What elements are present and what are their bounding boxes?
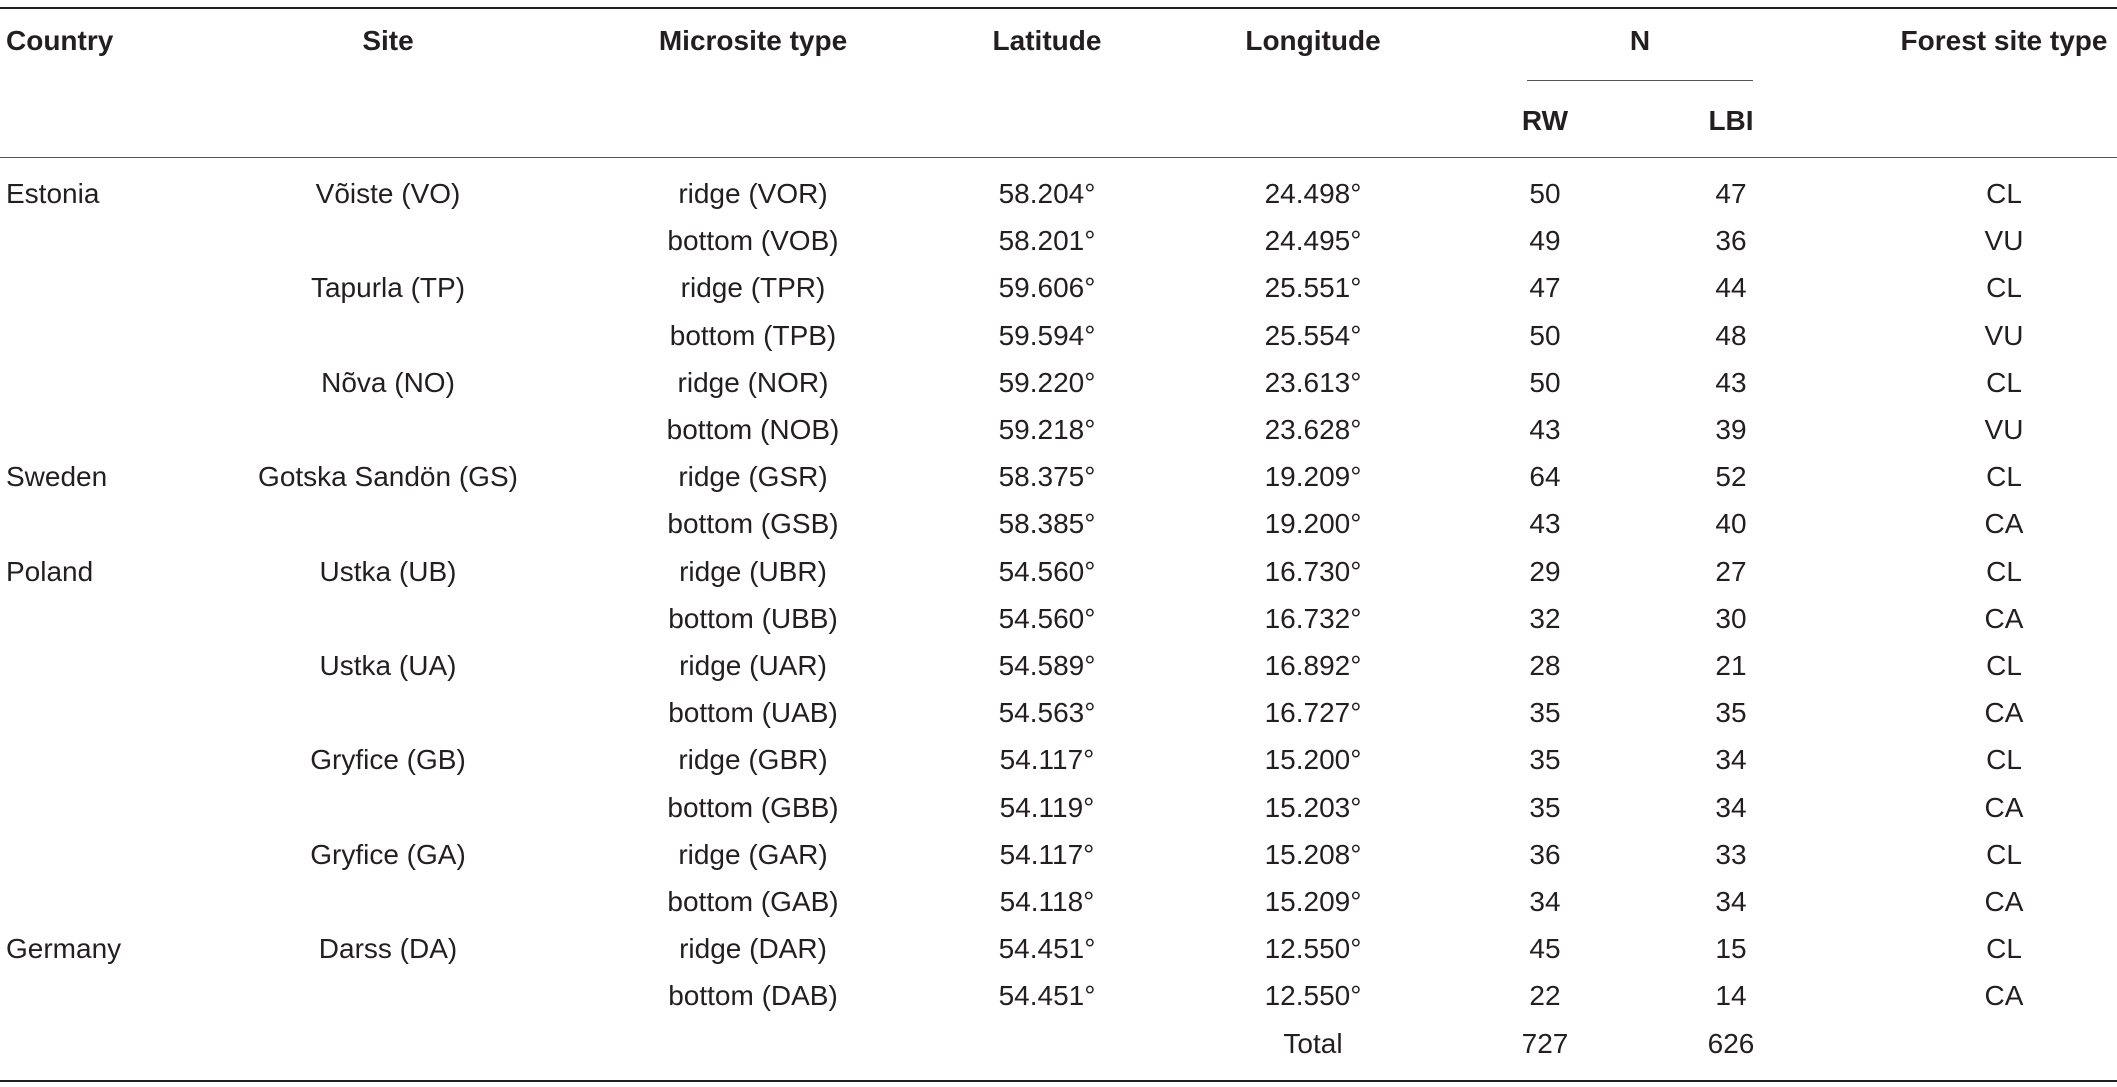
cell-microsite: bottom (NOB) bbox=[666, 414, 840, 445]
cell-longitude: 25.554° bbox=[1264, 320, 1362, 351]
total-label: Total bbox=[1283, 1028, 1343, 1059]
cell-latitude: 54.451° bbox=[998, 933, 1096, 964]
cell-site: Tapurla (TP) bbox=[310, 272, 466, 303]
header-forest-site-type: Forest site type bbox=[1900, 25, 2108, 56]
header-longitude: Longitude bbox=[1245, 25, 1381, 56]
cell-lbi: 33 bbox=[1715, 839, 1747, 870]
cell-rw: 32 bbox=[1529, 603, 1561, 634]
cell-longitude: 24.495° bbox=[1264, 225, 1362, 256]
cell-forest: VU bbox=[1984, 320, 2024, 351]
cell-forest: VU bbox=[1984, 225, 2024, 256]
cell-latitude: 54.560° bbox=[998, 556, 1096, 587]
cell-forest: CA bbox=[1984, 508, 2024, 539]
cell-lbi: 15 bbox=[1715, 933, 1747, 964]
cell-longitude: 16.732° bbox=[1264, 603, 1362, 634]
cell-lbi: 40 bbox=[1715, 508, 1747, 539]
cell-lbi: 52 bbox=[1715, 461, 1747, 492]
cell-microsite: ridge (VOR) bbox=[678, 178, 828, 209]
cell-site: Ustka (UB) bbox=[319, 556, 457, 587]
cell-country: Germany bbox=[6, 933, 122, 964]
header-lbi: LBI bbox=[1708, 105, 1754, 136]
cell-site: Darss (DA) bbox=[318, 933, 458, 964]
cell-microsite: ridge (GBR) bbox=[678, 744, 828, 775]
cell-country: Estonia bbox=[6, 178, 100, 209]
cell-site: Gryfice (GB) bbox=[310, 744, 466, 775]
cell-forest: VU bbox=[1984, 414, 2024, 445]
cell-latitude: 58.375° bbox=[998, 461, 1096, 492]
cell-lbi: 36 bbox=[1715, 225, 1747, 256]
cell-microsite: ridge (UAR) bbox=[679, 650, 827, 681]
cell-microsite: bottom (GAB) bbox=[667, 886, 839, 917]
cell-site: Võiste (VO) bbox=[315, 178, 461, 209]
cell-lbi: 35 bbox=[1715, 697, 1747, 728]
header-separator-rule bbox=[0, 157, 2117, 158]
cell-rw: 35 bbox=[1529, 744, 1561, 775]
cell-microsite: bottom (UBB) bbox=[668, 603, 838, 634]
header-latitude: Latitude bbox=[992, 25, 1102, 56]
cell-latitude: 54.560° bbox=[998, 603, 1096, 634]
cell-latitude: 54.589° bbox=[998, 650, 1096, 681]
cell-microsite: ridge (DAR) bbox=[679, 933, 827, 964]
cell-lbi: 34 bbox=[1715, 792, 1747, 823]
cell-country: Poland bbox=[6, 556, 94, 587]
cell-forest: CL bbox=[1986, 272, 2022, 303]
cell-latitude: 59.220° bbox=[998, 367, 1096, 398]
cell-forest: CL bbox=[1986, 461, 2022, 492]
cell-latitude: 59.218° bbox=[998, 414, 1096, 445]
cell-latitude: 54.118° bbox=[999, 886, 1095, 917]
cell-longitude: 23.628° bbox=[1264, 414, 1362, 445]
cell-forest: CL bbox=[1986, 178, 2022, 209]
cell-longitude: 25.551° bbox=[1264, 272, 1362, 303]
cell-site: Ustka (UA) bbox=[319, 650, 457, 681]
cell-microsite: bottom (GSB) bbox=[667, 508, 839, 539]
cell-latitude: 54.563° bbox=[998, 697, 1096, 728]
cell-rw: 43 bbox=[1529, 508, 1561, 539]
cell-forest: CL bbox=[1986, 744, 2022, 775]
cell-microsite: ridge (GAR) bbox=[678, 839, 828, 870]
header-microsite-type: Microsite type bbox=[658, 25, 848, 56]
cell-latitude: 58.204° bbox=[998, 178, 1096, 209]
cell-lbi: 39 bbox=[1715, 414, 1747, 445]
cell-latitude: 54.119° bbox=[999, 792, 1095, 823]
cell-rw: 28 bbox=[1529, 650, 1561, 681]
cell-rw: 49 bbox=[1529, 225, 1561, 256]
cell-rw: 35 bbox=[1529, 697, 1561, 728]
header-rw: RW bbox=[1521, 105, 1569, 136]
cell-rw: 36 bbox=[1529, 839, 1561, 870]
cell-microsite: ridge (GSR) bbox=[678, 461, 828, 492]
cell-rw: 34 bbox=[1529, 886, 1561, 917]
cell-latitude: 54.117° bbox=[999, 839, 1095, 870]
cell-rw: 35 bbox=[1529, 792, 1561, 823]
cell-microsite: bottom (VOB) bbox=[667, 225, 839, 256]
header-site: Site bbox=[362, 25, 414, 56]
cell-site: Gryfice (GA) bbox=[310, 839, 466, 870]
header-n: N bbox=[1629, 25, 1651, 56]
cell-forest: CA bbox=[1984, 697, 2024, 728]
cell-lbi: 44 bbox=[1715, 272, 1747, 303]
cell-microsite: ridge (NOR) bbox=[677, 367, 829, 398]
cell-rw: 64 bbox=[1529, 461, 1561, 492]
cell-lbi: 48 bbox=[1715, 320, 1747, 351]
cell-longitude: 16.892° bbox=[1264, 650, 1362, 681]
cell-lbi: 14 bbox=[1715, 980, 1747, 1011]
cell-rw: 47 bbox=[1529, 272, 1561, 303]
cell-lbi: 34 bbox=[1715, 886, 1747, 917]
cell-longitude: 24.498° bbox=[1264, 178, 1362, 209]
cell-rw: 50 bbox=[1529, 178, 1561, 209]
cell-longitude: 16.730° bbox=[1264, 556, 1362, 587]
cell-rw: 45 bbox=[1529, 933, 1561, 964]
n-spanner-rule bbox=[1527, 80, 1753, 81]
cell-forest: CL bbox=[1986, 839, 2022, 870]
cell-lbi: 43 bbox=[1715, 367, 1747, 398]
cell-microsite: ridge (UBR) bbox=[679, 556, 827, 587]
cell-microsite: bottom (TPB) bbox=[669, 320, 837, 351]
cell-microsite: ridge (TPR) bbox=[680, 272, 826, 303]
cell-forest: CA bbox=[1984, 603, 2024, 634]
cell-latitude: 54.451° bbox=[998, 980, 1096, 1011]
cell-latitude: 58.201° bbox=[998, 225, 1096, 256]
cell-country: Sweden bbox=[6, 461, 108, 492]
cell-forest: CL bbox=[1986, 367, 2022, 398]
cell-rw: 29 bbox=[1529, 556, 1561, 587]
cell-rw: 22 bbox=[1529, 980, 1561, 1011]
cell-lbi: 34 bbox=[1715, 744, 1747, 775]
cell-longitude: 15.200° bbox=[1264, 744, 1362, 775]
cell-rw: 50 bbox=[1529, 320, 1561, 351]
cell-longitude: 19.200° bbox=[1264, 508, 1362, 539]
header-country: Country bbox=[6, 25, 114, 56]
cell-site: Gotska Sandön (GS) bbox=[258, 461, 518, 492]
cell-forest: CA bbox=[1984, 792, 2024, 823]
total-lbi: 626 bbox=[1707, 1028, 1755, 1059]
cell-latitude: 59.606° bbox=[998, 272, 1096, 303]
cell-longitude: 15.203° bbox=[1264, 792, 1362, 823]
cell-longitude: 16.727° bbox=[1264, 697, 1362, 728]
cell-latitude: 54.117° bbox=[999, 744, 1095, 775]
cell-forest: CL bbox=[1986, 933, 2022, 964]
cell-lbi: 21 bbox=[1715, 650, 1747, 681]
cell-longitude: 12.550° bbox=[1264, 933, 1362, 964]
cell-latitude: 59.594° bbox=[998, 320, 1096, 351]
cell-rw: 43 bbox=[1529, 414, 1561, 445]
cell-forest: CL bbox=[1986, 556, 2022, 587]
cell-site: Nõva (NO) bbox=[321, 367, 455, 398]
cell-microsite: bottom (GBB) bbox=[667, 792, 839, 823]
cell-forest: CA bbox=[1984, 980, 2024, 1011]
cell-longitude: 15.209° bbox=[1264, 886, 1362, 917]
cell-longitude: 12.550° bbox=[1264, 980, 1362, 1011]
total-rw: 727 bbox=[1521, 1028, 1569, 1059]
cell-microsite: bottom (DAB) bbox=[668, 980, 838, 1011]
cell-lbi: 30 bbox=[1715, 603, 1747, 634]
table-bottom-rule bbox=[0, 1080, 2117, 1082]
cell-rw: 50 bbox=[1529, 367, 1561, 398]
cell-forest: CL bbox=[1986, 650, 2022, 681]
cell-lbi: 47 bbox=[1715, 178, 1747, 209]
cell-latitude: 58.385° bbox=[998, 508, 1096, 539]
cell-longitude: 19.209° bbox=[1264, 461, 1362, 492]
table-top-rule bbox=[0, 7, 2117, 9]
cell-longitude: 15.208° bbox=[1264, 839, 1362, 870]
cell-forest: CA bbox=[1984, 886, 2024, 917]
cell-longitude: 23.613° bbox=[1264, 367, 1362, 398]
cell-lbi: 27 bbox=[1715, 556, 1747, 587]
cell-microsite: bottom (UAB) bbox=[668, 697, 838, 728]
